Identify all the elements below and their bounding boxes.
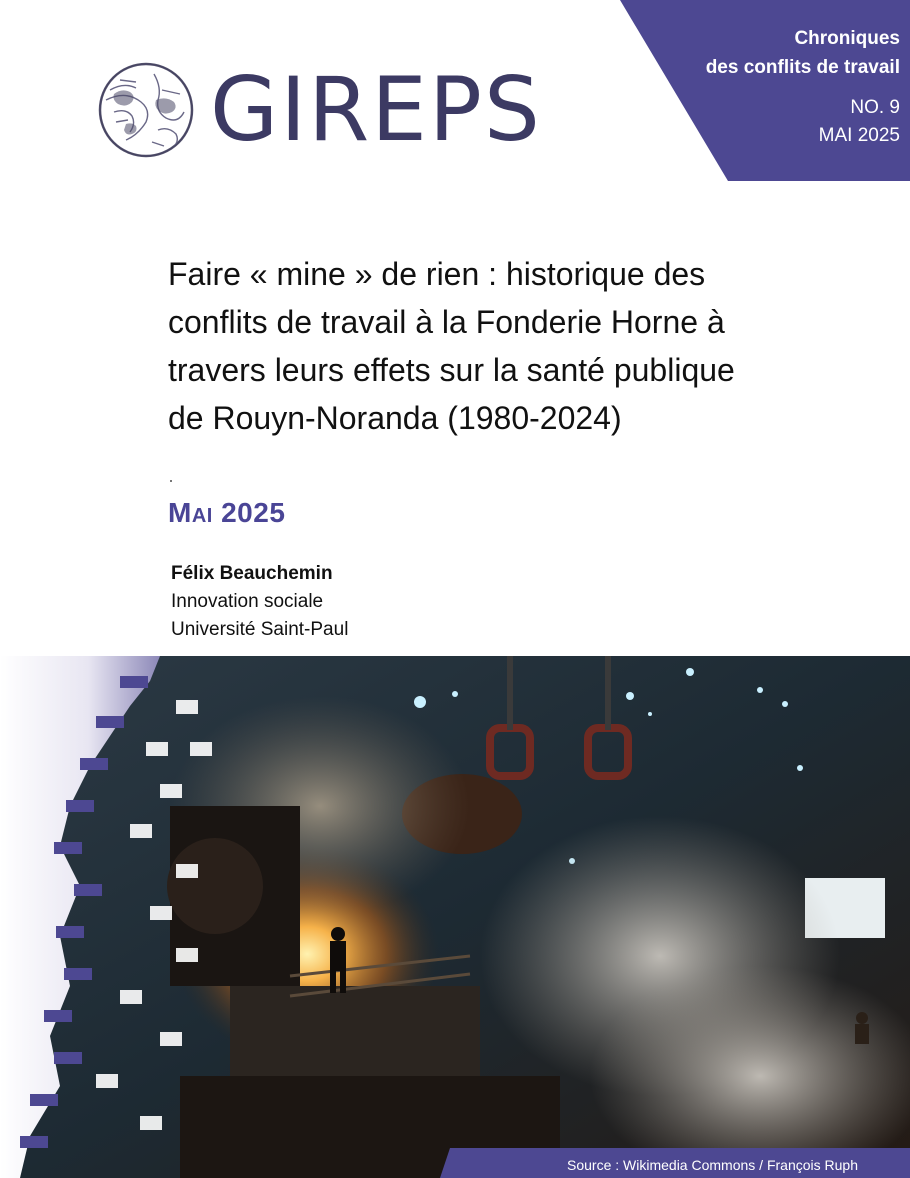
globe-icon: [96, 60, 196, 160]
cover-photo: [0, 656, 910, 1178]
series-title-line1: Chroniques: [794, 28, 900, 49]
banner-text: [706, 24, 900, 150]
photo-caption: Source : Wikimedia Commons / François Ruph: [567, 1157, 858, 1173]
series-banner: [620, 0, 910, 181]
publication-date: Mai 2025: [168, 497, 286, 528]
title-line: de Rouyn-Noranda (1980-2024): [168, 400, 622, 436]
logo-wordmark: GIREPS: [210, 58, 542, 161]
document-title: [168, 250, 848, 442]
author-block: [171, 560, 348, 644]
foundry-photo-illustration: [0, 656, 910, 1178]
banner-date: MAI 2025: [818, 125, 900, 146]
gireps-logo: [96, 60, 542, 160]
issue-number: NO. 9: [850, 97, 900, 118]
author-department: Innovation sociale: [171, 591, 324, 612]
title-line: conflits de travail à la Fonderie Horne à: [168, 304, 725, 340]
author-name: Félix Beauchemin: [171, 563, 333, 584]
series-title-line2: des conflits de travail: [705, 57, 900, 78]
divider-dot: [170, 480, 172, 482]
author-university: Université Saint-Paul: [171, 619, 349, 640]
title-line: Faire « mine » de rien : historique des: [168, 256, 706, 292]
title-line: travers leurs effets sur la santé publique: [168, 352, 735, 388]
